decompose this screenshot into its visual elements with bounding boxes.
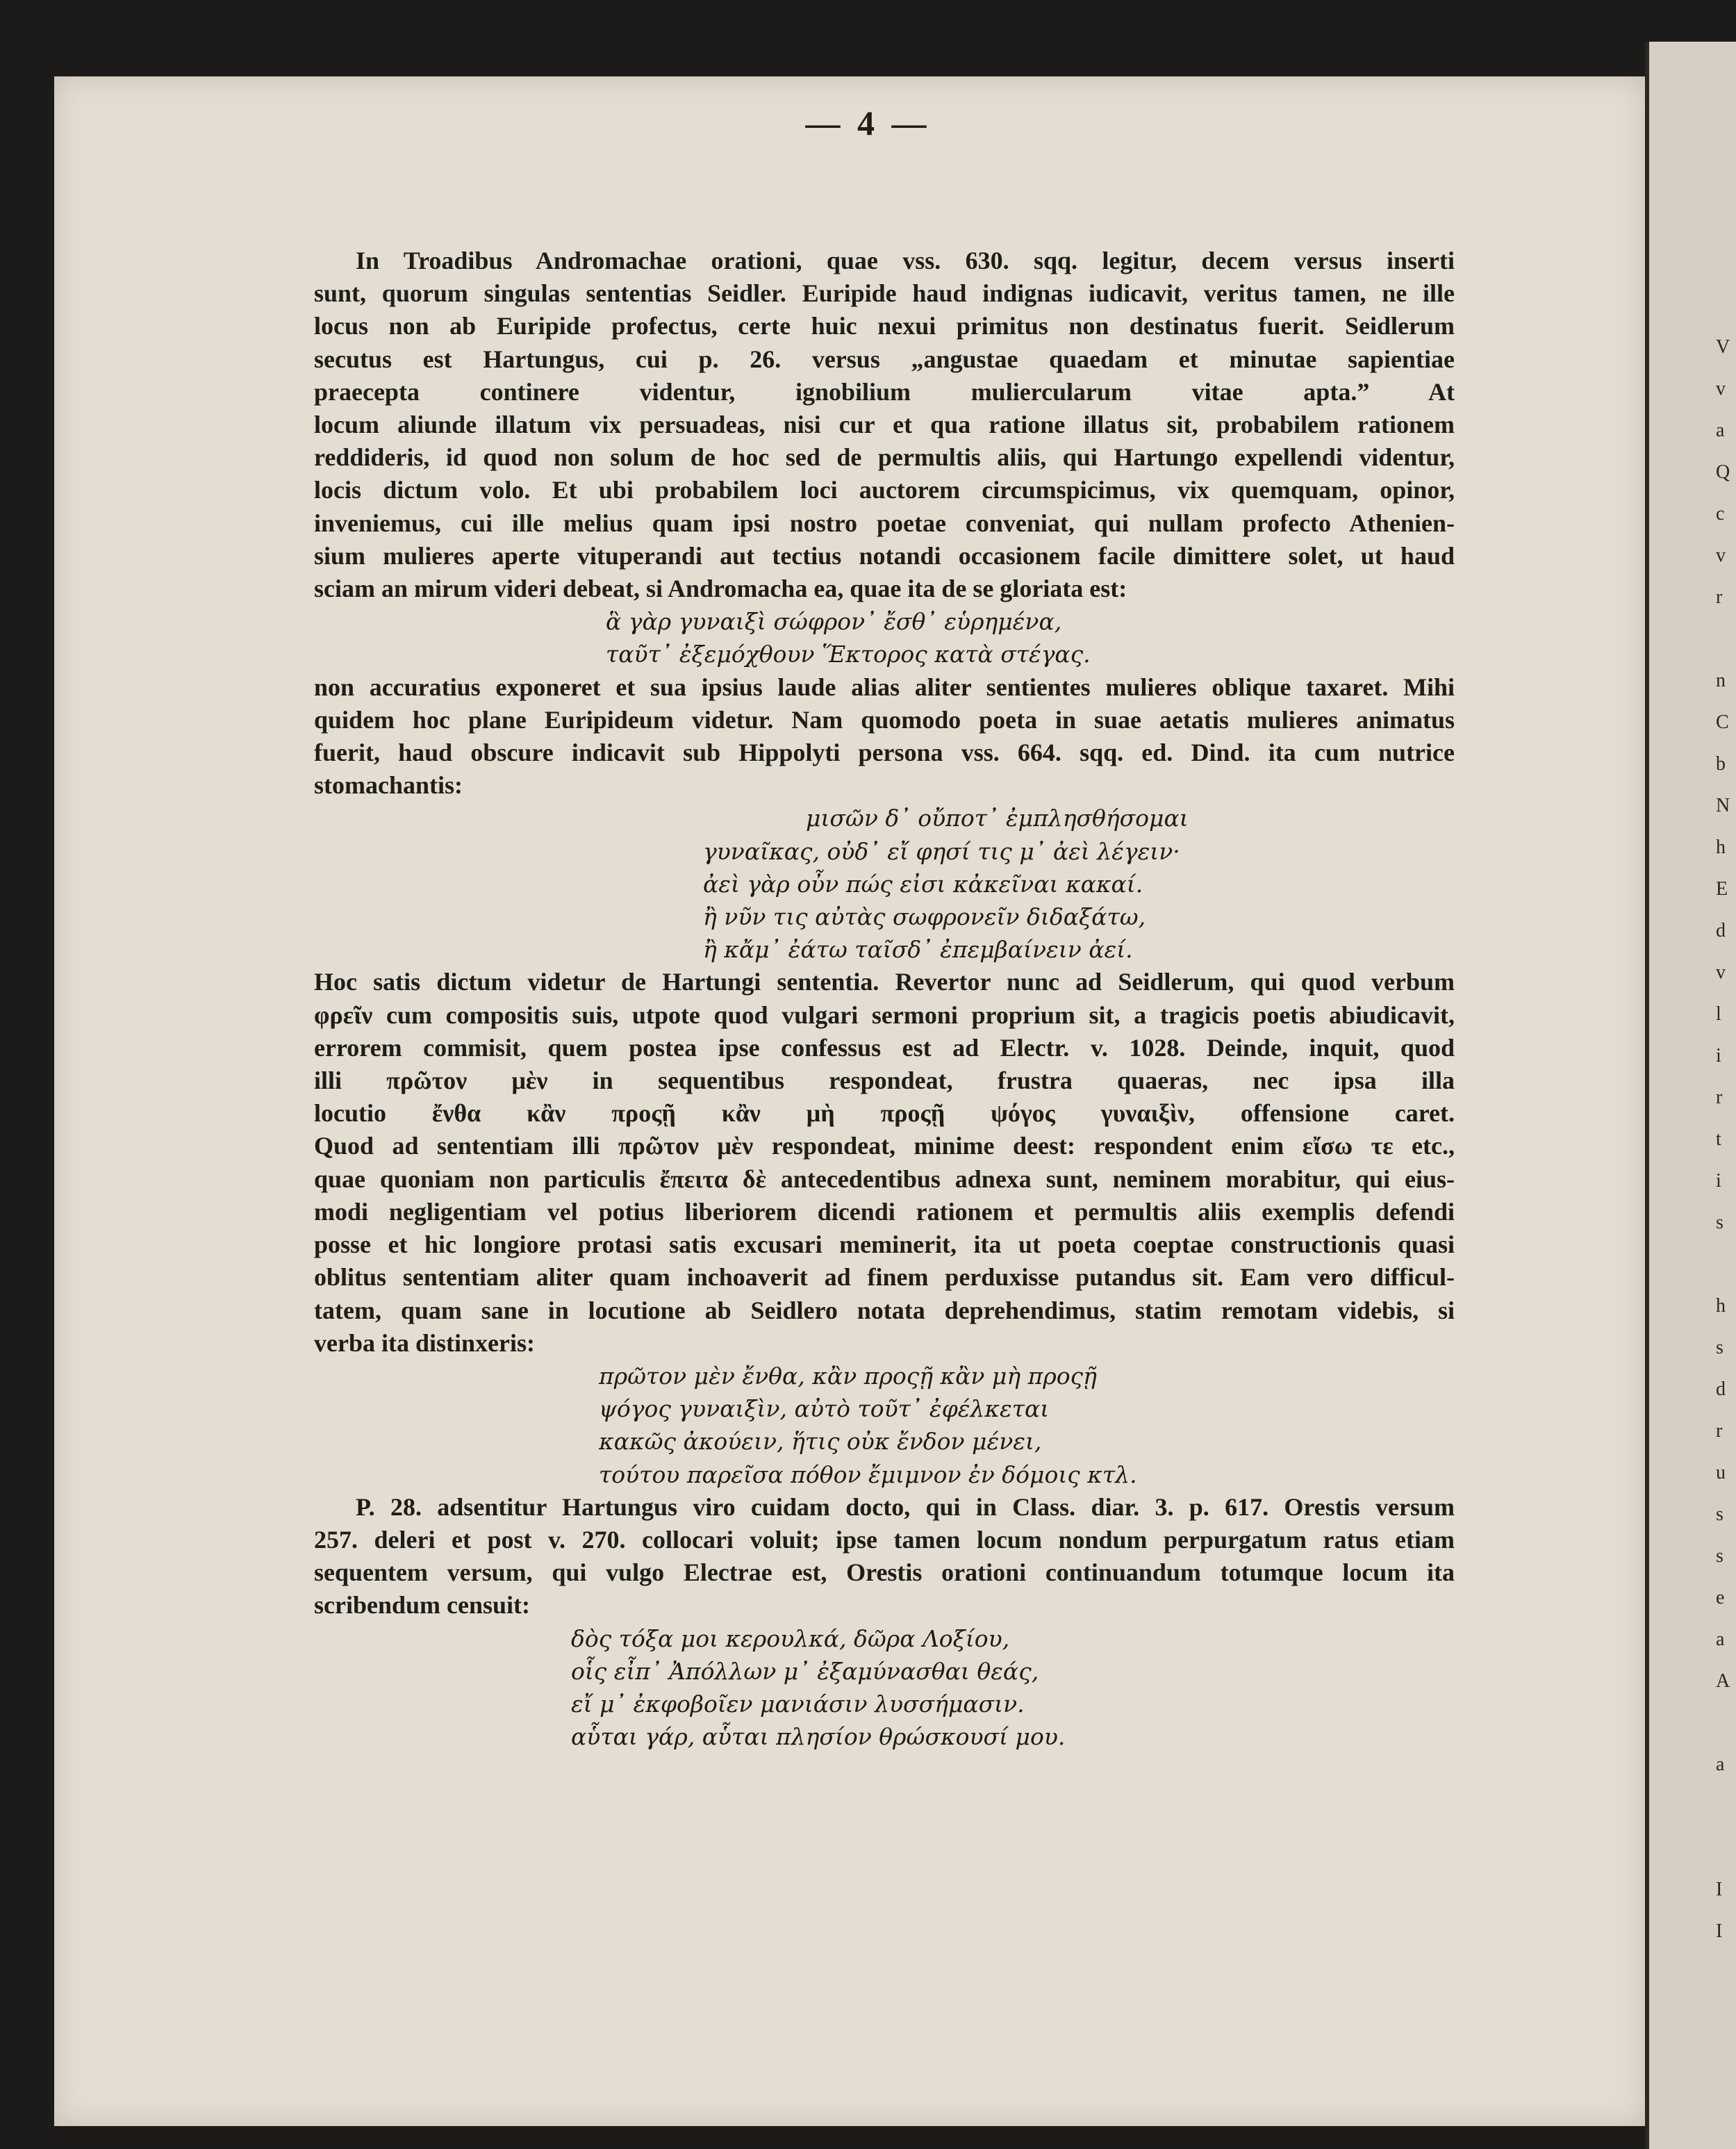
verse-line: ἃ γὰρ γυναιξὶ σώφρον᾽ ἔσθ᾽ εὑρημένα,	[606, 608, 1062, 636]
verse-line: ψόγος γυναιξὶν, αὐτὸ τοῦτ᾽ ἐφέλκεται	[599, 1395, 1050, 1423]
text-line: Quod ad sententiam illi πρῶτον μὲν respondeat, minime deest: respondent enim εἴσω τε etc.,	[314, 1132, 1455, 1160]
margin-letter: v	[1716, 545, 1726, 566]
margin-letter: I	[1716, 1920, 1723, 1942]
margin-letter: d	[1716, 920, 1726, 941]
margin-letter: V	[1716, 336, 1730, 358]
verse-quote-3	[314, 1360, 1455, 1491]
margin-letter	[1716, 1827, 1736, 1869]
text-line: illi πρῶτον μὲν in sequentibus respondeat, frustra quaeras, nec ipsa illa	[314, 1067, 1455, 1095]
margin-letter: u	[1716, 1462, 1726, 1483]
text-line: oblitus sententiam aliter quam inchoaverit ad finem perduxisse putandus sit. Eam vero difficul-	[314, 1263, 1455, 1292]
margin-letter: c	[1716, 503, 1725, 525]
margin-letter: t	[1716, 1128, 1721, 1150]
verse-line: πρῶτον μὲν ἔνθα, κἂν προςῇ κἂν μὴ προςῇ	[599, 1362, 1097, 1390]
paragraph-1	[314, 245, 1455, 605]
margin-letter: v	[1716, 962, 1726, 983]
text-line: verba ita distinxeris:	[314, 1328, 535, 1357]
verse-line: εἴ μ᾽ ἐκφοβοῖεν μανιάσιν λυσσήμασιν.	[571, 1690, 1025, 1718]
margin-letter: N	[1716, 795, 1730, 816]
margin-letter: b	[1716, 753, 1726, 775]
verse-line: ταῦτ᾽ ἐξεμόχθουν Ἕκτορος κατὰ στέγας.	[606, 641, 1091, 668]
margin-letter: n	[1716, 670, 1726, 691]
text-line: sium mulieres aperte vituperandi aut tectius notandi occasionem facile dimittere solet, ut haud	[314, 541, 1455, 570]
verse-line: γυναῖκας, οὐδ᾽ εἴ φησί τις μ᾽ ἀεὶ λέγειν·	[703, 837, 1180, 865]
margin-letter: a	[1716, 1754, 1725, 1775]
verse-line: αὗται γάρ, αὗται πλησίον θρώσκουσί μου.	[571, 1723, 1066, 1751]
text-line: secutus est Hartungus, cui p. 26. versus „angustae quaedam et minutae sapientiae	[314, 345, 1455, 373]
text-line: 257. deleri et post v. 270. collocari voluit; ipse tamen locum nondum perpurgatum ratus etiam	[314, 1525, 1455, 1554]
verse-line: μισῶν δ᾽ οὔποτ᾽ ἐμπλησθήσομαι	[806, 805, 1189, 832]
verse-line: ἢ κἄμ᾽ ἐάτω ταῖσδ᾽ ἐπεμβαίνειν ἀεί.	[703, 936, 1133, 964]
margin-letter: a	[1716, 1629, 1725, 1650]
paragraph-3	[314, 966, 1455, 1359]
margin-letter: i	[1716, 1170, 1721, 1192]
text-line: locis dictum volo. Et ubi probabilem loci auctorem circumspicimus, vix quemquam, opinor,	[314, 476, 1455, 504]
text-line: locutio ἔνθα κἂν προςῇ κἂν μὴ προςῇ ψόγος γυναιξὶν, offensione caret.	[314, 1099, 1455, 1128]
text-line: inveniemus, cui ille melius quam ipsi nostro poetae conveniat, qui nullam profecto Athenien-	[314, 509, 1455, 537]
margin-letter: A	[1716, 1670, 1730, 1692]
text-line: In Troadibus Andromachae orationi, quae vss. 630. sqq. legitur, decem versus inserti	[356, 247, 1455, 274]
text-line: sunt, quorum singulas sententias Seidler. Euripide haud indignas iudicavit, veritus tamen, ne ille	[314, 279, 1455, 308]
text-line: locus non ab Euripide profectus, certe huic nexui primitus non destinatus fuerit. Seidlerum	[314, 312, 1455, 340]
text-line: tatem, quam sane in locutione ab Seidlero notata deprehendimus, statim remotam videbis, si	[314, 1296, 1455, 1324]
margin-letter: s	[1716, 1212, 1723, 1233]
text-line: quidem hoc plane Euripideum videtur. Nam quomodo poeta in suae aetatis mulieres animatus	[314, 705, 1455, 734]
margin-letter: e	[1716, 1587, 1725, 1608]
text-line: posse et hic longiore protasi satis excusari meminerit, ita ut poeta coeptae constructionis quasi	[314, 1230, 1455, 1259]
verse-quote-4	[314, 1622, 1455, 1754]
verse-line: κακῶς ἀκούειν, ἥτις οὐκ ἔνδον μένει,	[599, 1428, 1042, 1456]
margin-letter: I	[1716, 1879, 1723, 1900]
margin-letter	[1716, 1786, 1736, 1827]
verse-line: ἢ νῦν τις αὐτὰς σωφρονεῖν διδαξάτω,	[703, 903, 1146, 931]
margin-letter: r	[1716, 586, 1723, 608]
verse-line: ἀεὶ γὰρ οὖν πώς εἰσι κἀκεῖναι κακαί.	[703, 870, 1143, 898]
margin-letter: s	[1716, 1504, 1723, 1525]
text-line: stomachantis:	[314, 771, 463, 800]
verse-line: οἷς εἶπ᾽ Ἀπόλλων μ᾽ ἐξαμύνασθαι θεάς,	[571, 1657, 1039, 1685]
text-line: P. 28. adsentitur Hartungus viro cuidam docto, qui in Class. diar. 3. p. 617. Orestis versum	[356, 1492, 1455, 1521]
margin-letter	[1716, 1702, 1736, 1744]
text-line: errorem commisit, quem postea ipse confessus est ad Electr. v. 1028. Deinde, inquit, quod	[314, 1033, 1455, 1062]
paragraph-4	[314, 1491, 1455, 1622]
paragraph-2	[314, 671, 1455, 802]
text-line: praecepta continere videntur, ignobilium muliercularum vitae apta.” At	[314, 377, 1455, 406]
margin-letter: E	[1716, 878, 1728, 900]
margin-letter: l	[1716, 1003, 1721, 1025]
verse-line: τούτου παρεῖσα πόθον ἔμιμνον ἐν δόμοις κτλ.	[599, 1460, 1137, 1488]
margin-letter: d	[1716, 1378, 1726, 1400]
margin-letter: a	[1716, 420, 1725, 441]
text-line: locum aliunde illatum vix persuadeas, nisi cur et qua ratione illatus sit, probabilem rationem	[314, 411, 1455, 439]
margin-letter: s	[1716, 1545, 1723, 1567]
text-line: sequentem versum, qui vulgo Electrae est, Orestis orationi continuandum totumque locum ita	[314, 1558, 1455, 1587]
margin-letter: i	[1716, 1045, 1721, 1067]
text-line: modi negligentiam vel potius liberiorem dicendi rationem et permultis aliis exemplis defendi	[314, 1197, 1455, 1226]
adjacent-page-margin-letters	[1716, 327, 1736, 1952]
text-line: quae quoniam non particulis ἔπειτα δὲ antecedentibus adnexa sunt, neminem morabitur, qui eius-	[314, 1164, 1455, 1193]
text-line: reddideris, id quod non solum de hoc sed de permultis aliis, qui Hartungo expellendi videntur,	[314, 443, 1455, 472]
text-line: fuerit, haud obscure indicavit sub Hippolyti persona vss. 664. sqq. ed. Dind. ita cum nutrice	[314, 739, 1455, 767]
text-line: non accuratius exponeret et sua ipsius laude alias aliter sentientes mulieres oblique taxaret. Mihi	[314, 673, 1455, 701]
margin-letter: h	[1716, 1295, 1726, 1317]
margin-letter: v	[1716, 378, 1726, 400]
page-body	[314, 245, 1455, 1753]
verse-quote-2	[314, 802, 1455, 966]
verse-quote-1	[314, 605, 1455, 670]
page-number: — 4 —	[805, 104, 931, 142]
margin-letter: s	[1716, 1337, 1723, 1358]
text-line: scribendum censuit:	[314, 1591, 531, 1620]
text-line: φρεῖν cum compositis suis, utpote quod vulgari sermoni proprium sit, a tragicis poetis abiudicavit,	[314, 1001, 1455, 1029]
verse-line: δὸς τόξα μοι κερουλκά, δῶρα Λοξίου,	[571, 1624, 1010, 1652]
text-line: Hoc satis dictum videtur de Hartungi sententia. Revertor nunc ad Seidlerum, qui quod verbum	[314, 968, 1455, 996]
margin-letter	[1716, 1244, 1736, 1285]
margin-letter: C	[1716, 711, 1729, 733]
margin-letter: Q	[1716, 461, 1730, 483]
text-line: sciam an mirum videri debeat, si Andromacha ea, quae ita de se gloriata est:	[314, 575, 1127, 603]
margin-letter	[1716, 618, 1736, 660]
margin-letter: r	[1716, 1087, 1723, 1108]
margin-letter: r	[1716, 1420, 1723, 1442]
margin-letter: h	[1716, 837, 1726, 858]
